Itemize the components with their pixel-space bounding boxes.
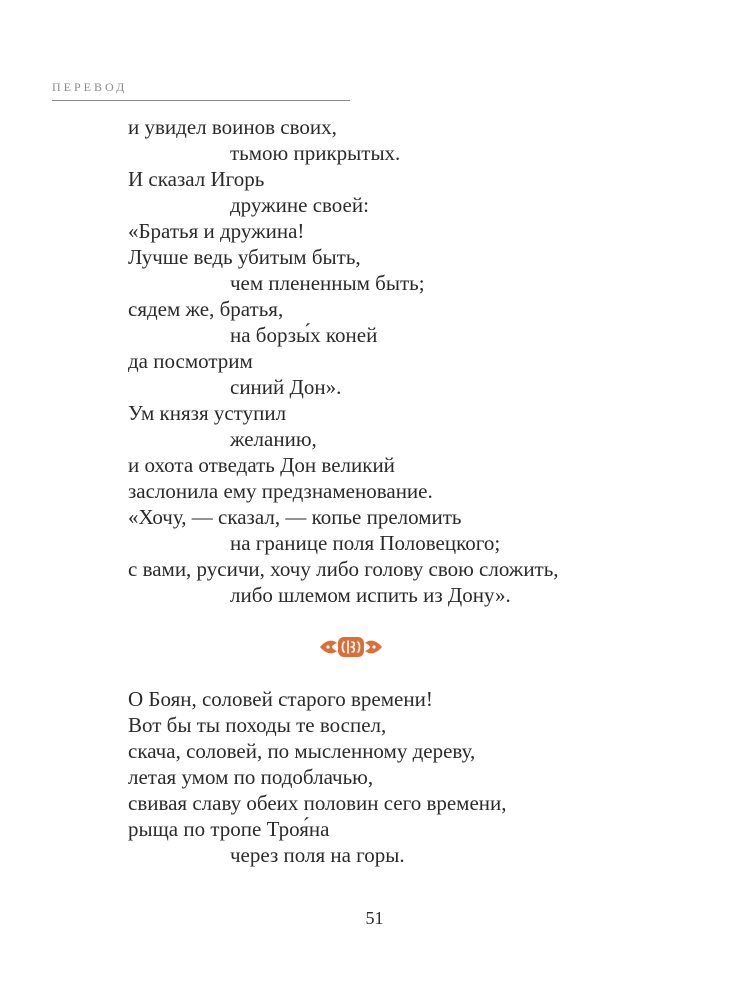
- header-rule: [52, 100, 350, 101]
- poem-line: «Братья и дружина!: [128, 219, 305, 243]
- poem-line: да посмотрим: [128, 349, 253, 373]
- poem-line: И сказал Игорь: [128, 167, 265, 191]
- poem-line: Вот бы ты походы те воспел,: [128, 713, 387, 737]
- poem-line: летая умом по подоблачью,: [128, 765, 374, 789]
- poem-line: желанию,: [230, 427, 317, 451]
- page-number: 51: [365, 908, 384, 928]
- poem-line: Ум князя уступил: [128, 401, 287, 425]
- running-header: [52, 80, 350, 101]
- section-label: ПЕРЕВОД: [52, 80, 128, 94]
- poem-line: с вами, русичи, хочу либо голову свою сложить,: [128, 557, 559, 581]
- poem-line: сядем же, братья,: [128, 297, 284, 321]
- poem-line: синий Дон».: [230, 375, 342, 399]
- poem-line: О Боян, соловей старого времени!: [128, 687, 433, 711]
- poem-line: либо шлемом испить из Дону».: [230, 583, 511, 607]
- poem-stanza-1: [128, 114, 708, 608]
- poem-stanza-2: [128, 686, 708, 868]
- poem-line: рыща по тропе Троя́на: [128, 817, 330, 841]
- poem-line: «Хочу, — сказал, — копье преломить: [128, 505, 462, 529]
- poem-line: и увидел воинов своих,: [128, 115, 337, 139]
- poem-line: дружине своей:: [230, 193, 369, 217]
- poem-line: через поля на горы.: [230, 843, 405, 867]
- poem-line: и охота отведать Дон великий: [128, 453, 395, 477]
- poem-line: заслонила ему предзнаменование.: [128, 479, 433, 503]
- ornament-icon: [318, 634, 384, 660]
- poem-line: скача, соловей, по мысленному дереву,: [128, 739, 476, 763]
- poem-line: на борзы́х коней: [230, 323, 378, 347]
- poem-line: свивая славу обеих половин сего времени,: [128, 791, 507, 815]
- poem-line: тьмою прикрытых.: [230, 141, 401, 165]
- poem-line: чем плененным быть;: [230, 271, 425, 295]
- poem-line: на границе поля Половецкого;: [230, 531, 501, 555]
- poem-line: Лучше ведь убитым быть,: [128, 245, 361, 269]
